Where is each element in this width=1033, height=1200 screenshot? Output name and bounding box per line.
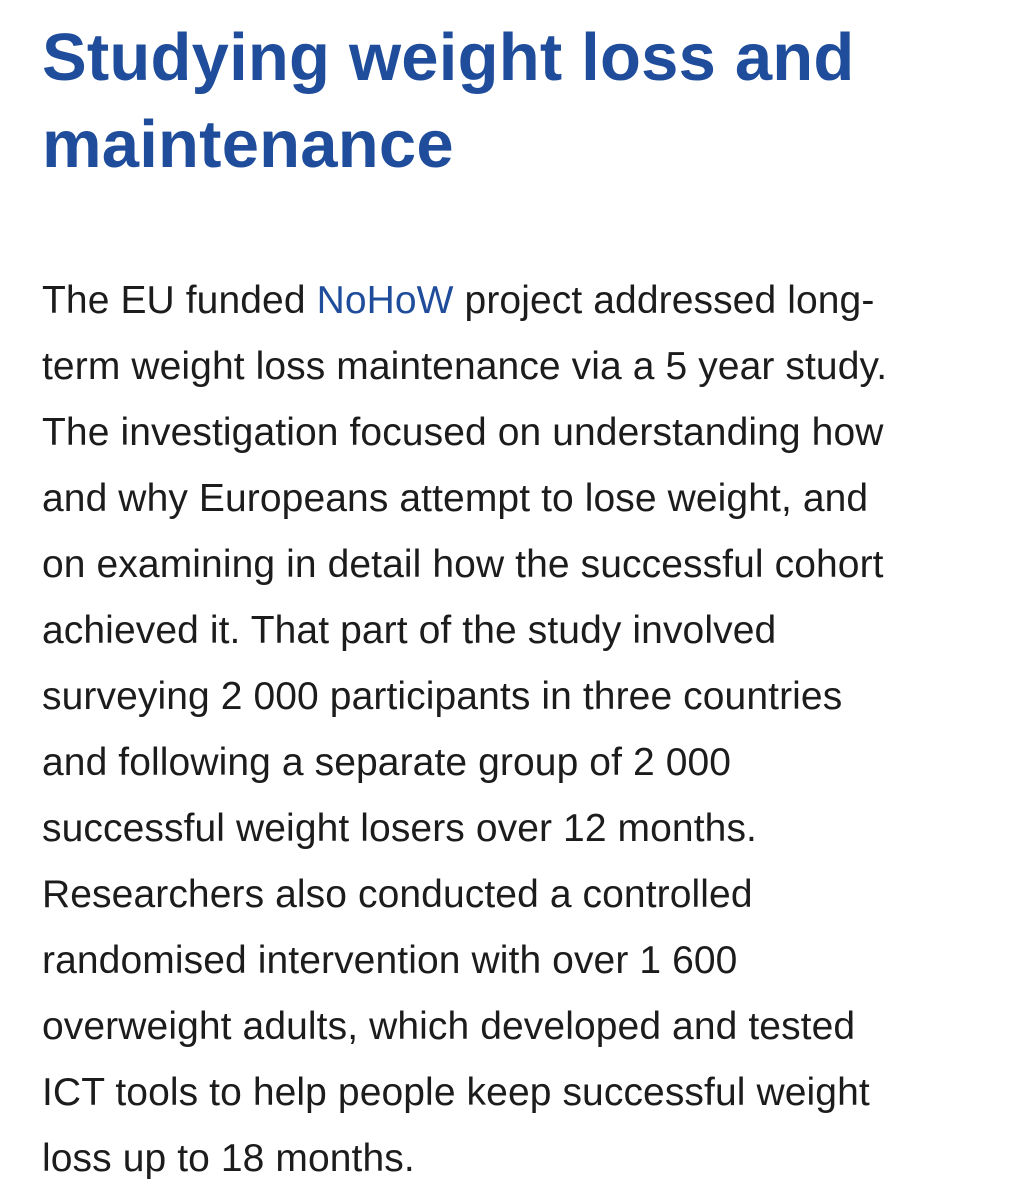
paragraph-line-1-end: project addressed long- <box>453 279 875 322</box>
paragraph-line-9: successful weight losers over 12 months. <box>42 807 757 850</box>
paragraph-line-11: randomised intervention with over 1 600 <box>42 939 738 982</box>
paragraph-line-2: term weight loss maintenance via a 5 year study. <box>42 345 888 388</box>
article-title <box>42 14 1002 188</box>
article-paragraph <box>42 268 1002 1192</box>
paragraph-line-7: surveying 2 000 participants in three countries <box>42 675 843 718</box>
paragraph-line-8: and following a separate group of 2 000 <box>42 741 732 784</box>
paragraph-line-1-start: The EU funded <box>42 279 317 322</box>
article-title-line-1: Studying weight loss and <box>42 20 855 95</box>
paragraph-line-4: and why Europeans attempt to lose weight, and <box>42 477 869 520</box>
paragraph-line-3: The investigation focused on understanding how <box>42 411 884 454</box>
paragraph-line-6: achieved it. That part of the study involved <box>42 609 777 652</box>
paragraph-line-10: Researchers also conducted a controlled <box>42 873 753 916</box>
paragraph-line-14: loss up to 18 months. <box>42 1137 415 1180</box>
nohow-project-link[interactable]: NoHoW <box>316 279 454 322</box>
paragraph-line-12: overweight adults, which developed and tested <box>42 1005 856 1048</box>
article-title-line-2: maintenance <box>42 107 454 182</box>
paragraph-line-13: ICT tools to help people keep successful weight <box>42 1071 870 1114</box>
paragraph-line-5: on examining in detail how the successful cohort <box>42 543 884 586</box>
article <box>42 14 1002 1192</box>
